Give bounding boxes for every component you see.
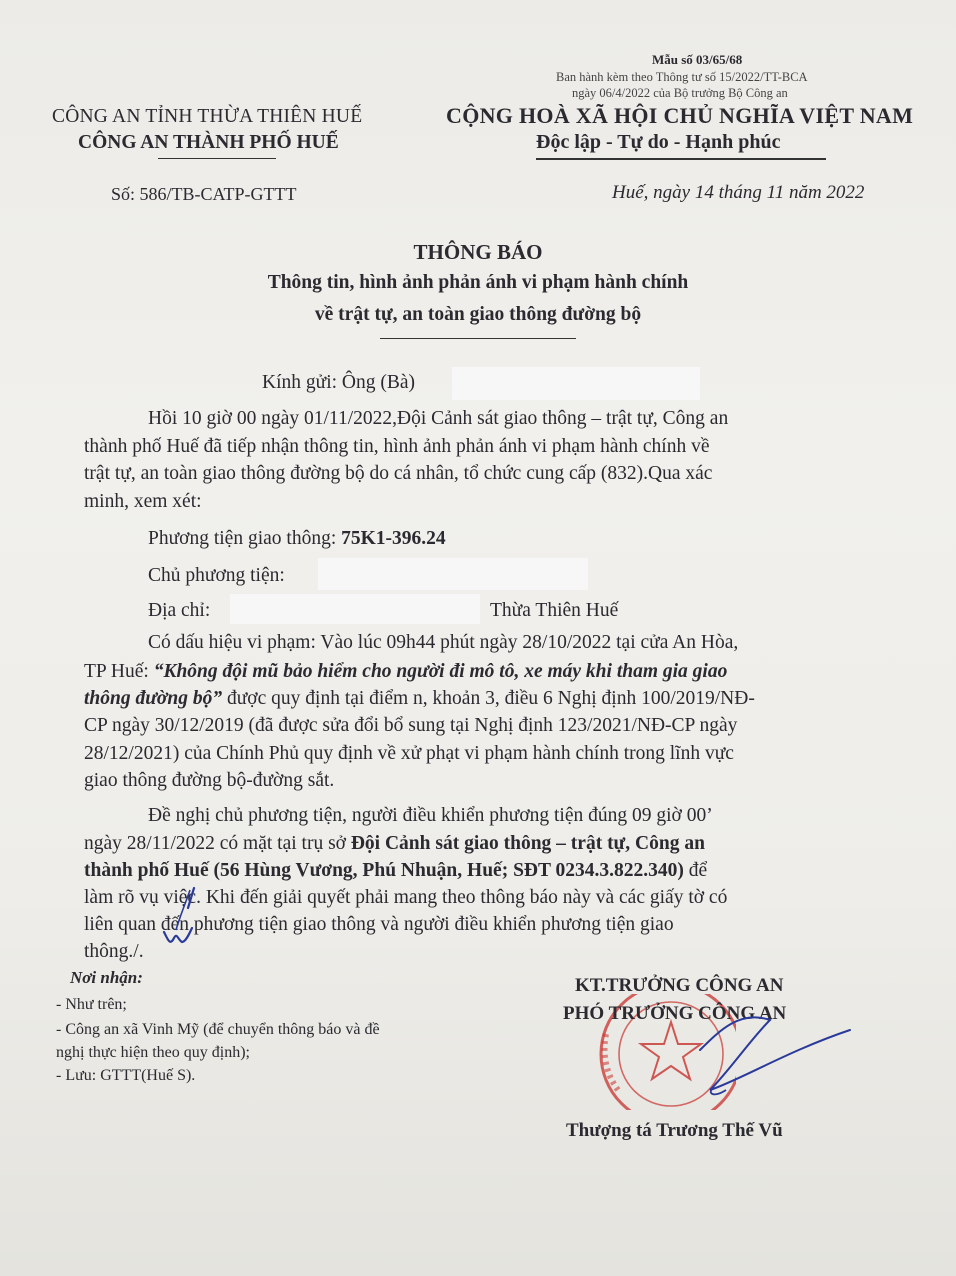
document-date: Huế, ngày 14 tháng 11 năm 2022 <box>612 182 865 203</box>
owner-label: Chủ phương tiện: <box>148 565 285 586</box>
paragraph-line: liên quan đến phương tiện giao thông và người điều khiển phương tiện giao <box>84 914 674 935</box>
document-subtitle: Thông tin, hình ảnh phản ánh vi phạm hành chính <box>267 272 689 293</box>
divider <box>536 158 826 160</box>
paragraph-line: làm rõ vụ việc. Khi đến giải quyết phải mang theo thông báo này và các giấy tờ có <box>84 887 728 908</box>
recipient-item: - Lưu: GTTT(Huế S). <box>56 1067 196 1084</box>
document-subtitle: về trật tự, an toàn giao thông đường bộ <box>314 304 642 325</box>
redacted-owner <box>318 558 588 590</box>
redacted-name <box>452 367 700 400</box>
national-title: CỘNG HOÀ XÃ HỘI CHỦ NGHĨA VIỆT NAM <box>446 103 914 128</box>
vehicle-plate: 75K1-396.24 <box>341 528 446 549</box>
document-title: THÔNG BÁO <box>413 240 543 264</box>
paragraph-line: thành phố Huế (56 Hùng Vương, Phú Nhuận, Huế; SĐT 0234.3.822.340) để <box>84 860 708 881</box>
vehicle-row <box>148 528 446 550</box>
paragraph-line: 28/12/2021) của Chính Phủ quy định về xử phạt vi phạm hành chính trong lĩnh vực <box>84 743 734 764</box>
violation-description: thông đường bộ” <box>84 688 223 709</box>
paragraph-line: Hồi 10 giờ 00 ngày 01/11/2022,Đội Cảnh sát giao thông – trật tự, Công an <box>148 408 729 429</box>
divider <box>158 158 276 159</box>
salutation: Kính gửi: Ông (Bà) <box>262 372 416 393</box>
form-note: Ban hành kèm theo Thông tư số 15/2022/TT-BCA <box>556 70 808 84</box>
form-code: Mẫu số 03/65/68 <box>652 52 743 67</box>
pen-mark-icon <box>150 880 210 950</box>
agency-parent: CÔNG AN TỈNH THỪA THIÊN HUẾ <box>52 106 363 127</box>
signature-icon <box>640 990 860 1120</box>
office-name: Đội Cảnh sát giao thông – trật tự, Công an <box>350 833 705 854</box>
paragraph-line: ngày 28/11/2022 có mặt tại trụ sở Đội Cảnh sát giao thông – trật tự, Công an <box>84 833 705 854</box>
recipient-item: - Như trên; <box>56 996 127 1013</box>
signature-position: PHÓ TRƯỞNG CÔNG AN <box>563 1003 787 1024</box>
divider <box>380 338 576 339</box>
signer-name: Thượng tá Trương Thế Vũ <box>566 1120 783 1141</box>
agency-name: CÔNG AN THÀNH PHỐ HUẾ <box>78 132 339 153</box>
office-address: thành phố Huế (56 Hùng Vương, Phú Nhuận, Huế; SĐT 0234.3.822.340) <box>84 860 684 881</box>
paragraph-line: minh, xem xét: <box>84 491 202 512</box>
national-motto: Độc lập - Tự do - Hạnh phúc <box>536 131 781 153</box>
recipient-item: - Công an xã Vinh Mỹ (để chuyển thông báo và đề <box>56 1021 380 1038</box>
paragraph-line: thông đường bộ” được quy định tại điểm n, khoản 3, điều 6 Nghị định 100/2019/NĐ- <box>84 688 755 709</box>
paragraph-line: giao thông đường bộ-đường sắt. <box>84 770 335 791</box>
paragraph-line: thông./. <box>84 941 144 962</box>
paragraph-line: TP Huế: “Không đội mũ bảo hiểm cho người đi mô tô, xe máy khi tham gia giao <box>84 661 728 682</box>
address-province: Thừa Thiên Huế <box>490 600 619 621</box>
form-note: ngày 06/4/2022 của Bộ trưởng Bộ Công an <box>572 86 788 100</box>
recipients-title: Nơi nhận: <box>70 968 143 987</box>
signature-title: KT.TRƯỞNG CÔNG AN <box>575 975 784 996</box>
redacted-address <box>230 594 480 624</box>
paragraph-line: thành phố Huế đã tiếp nhận thông tin, hình ảnh phản ánh vi phạm hành chính về <box>84 436 710 457</box>
paragraph-line: Có dấu hiệu vi phạm: Vào lúc 09h44 phút ngày 28/10/2022 tại cửa An Hòa, <box>148 632 739 653</box>
paragraph-line: trật tự, an toàn giao thông đường bộ do cá nhân, tổ chức cung cấp (832).Qua xác <box>84 463 713 484</box>
paragraph-line: Đề nghị chủ phương tiện, người điều khiển phương tiện đúng 09 giờ 00’ <box>148 805 713 826</box>
recipient-item: nghị thực hiện theo quy định); <box>56 1044 250 1061</box>
paragraph-line: CP ngày 30/12/2019 (đã được sửa đổi bổ sung tại Nghị định 123/2021/NĐ-CP ngày <box>84 715 738 736</box>
document-number: Số: 586/TB-CATP-GTTT <box>111 184 297 204</box>
violation-description: “Không đội mũ bảo hiểm cho người đi mô tô, xe máy khi tham gia giao <box>153 661 728 682</box>
address-label: Địa chỉ: <box>148 600 211 621</box>
vehicle-label: Phương tiện giao thông: <box>148 528 337 549</box>
